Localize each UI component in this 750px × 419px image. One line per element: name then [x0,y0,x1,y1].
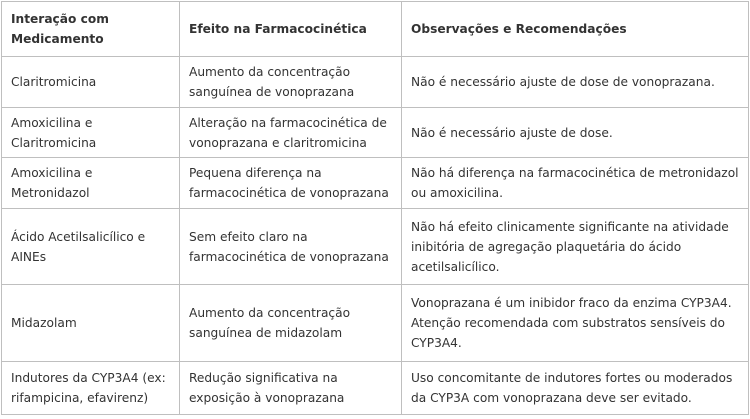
drug-interaction-table [1,1,749,415]
table-row [2,57,749,108]
cell-effect: Alteração na farmacocinética de vonoprazana e claritromicina [180,108,402,158]
cell-effect: Aumento da concentração sanguínea de vonoprazana [180,57,402,108]
table-row [2,285,749,362]
table-row [2,108,749,158]
cell-effect: Sem efeito claro na farmacocinética de vonoprazana [180,209,402,285]
cell-drug: Ácido Acetilsalicílico e AINEs [2,209,180,285]
table-row [2,158,749,209]
table-row [2,362,749,415]
cell-note: Uso concomitante de indutores fortes ou moderados da CYP3A com vonoprazana deve ser evitado. [402,362,749,415]
header-observations: Observações e Recomendações [402,2,749,57]
table-row [2,209,749,285]
cell-drug: Amoxicilina e Claritromicina [2,108,180,158]
cell-drug: Midazolam [2,285,180,362]
cell-drug: Indutores da CYP3A4 (ex: rifampicina, efavirenz) [2,362,180,415]
cell-note: Não há efeito clinicamente significante na atividade inibitória de agregação plaquetária do ácido acetilsalicílico. [402,209,749,285]
cell-effect: Aumento da concentração sanguínea de midazolam [180,285,402,362]
cell-note: Não é necessário ajuste de dose. [402,108,749,158]
header-pharmacokinetic-effect: Efeito na Farmacocinética [180,2,402,57]
cell-drug: Amoxicilina e Metronidazol [2,158,180,209]
header-interaction: Interação com Medicamento [2,2,180,57]
cell-note: Não é necessário ajuste de dose de vonoprazana. [402,57,749,108]
cell-effect: Pequena diferença na farmacocinética de vonoprazana [180,158,402,209]
cell-effect: Redução significativa na exposição à vonoprazana [180,362,402,415]
table-header-row [2,2,749,57]
cell-drug: Claritromicina [2,57,180,108]
cell-note: Não há diferença na farmacocinética de metronidazol ou amoxicilina. [402,158,749,209]
cell-note: Vonoprazana é um inibidor fraco da enzima CYP3A4. Atenção recomendada com substratos sensíveis do CYP3A4. [402,285,749,362]
